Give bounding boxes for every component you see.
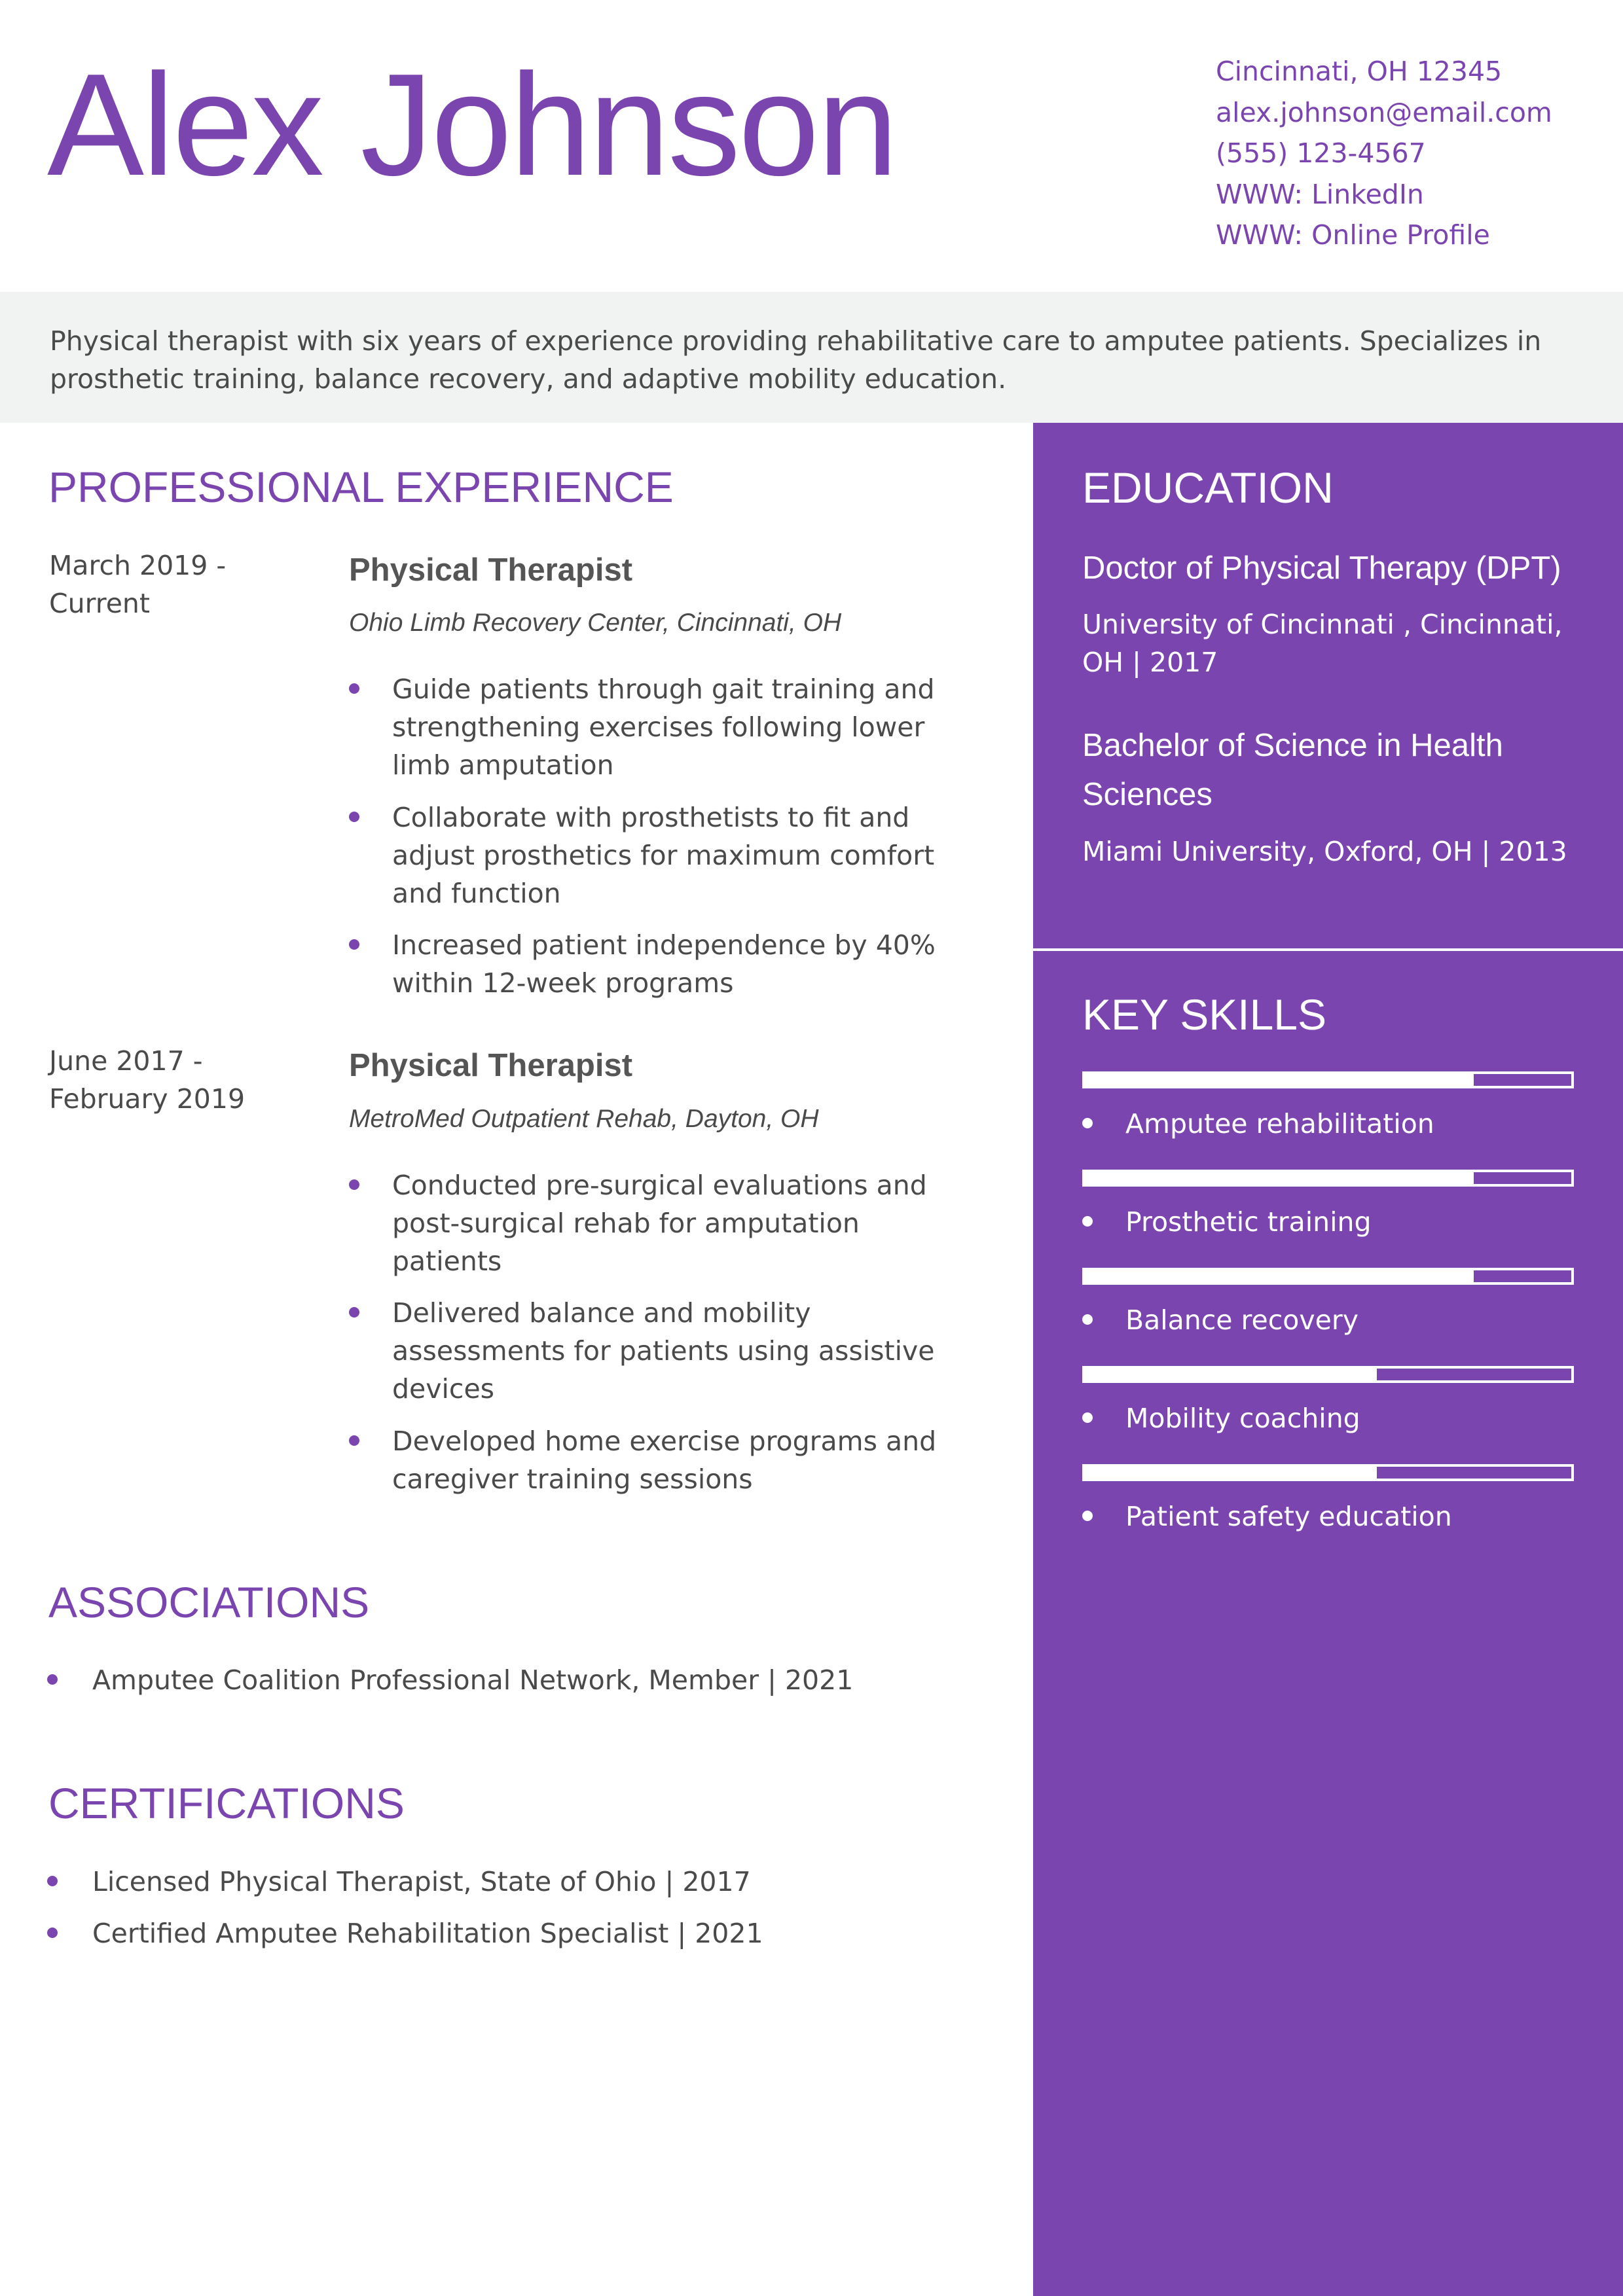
skill-bullet-dot (1082, 1118, 1093, 1128)
skill-level-fill (1085, 1369, 1377, 1380)
certification-text: Certified Amputee Rehabilitation Specialist | 2021 (92, 1918, 763, 1949)
candidate-name: Alex Johnson (47, 44, 896, 206)
bullet-text: Collaborate with prosthetists to fit and adjust prosthetics for maximum comfort and function (392, 802, 935, 909)
bullet-text: Guide patients through gait training and strengthening exercises following lower limb amputation (392, 673, 935, 781)
education-degree: Doctor of Physical Therapy (DPT) (1082, 550, 1561, 586)
contact-phone[interactable]: (555) 123-4567 (1216, 137, 1426, 169)
certification-item (47, 1914, 990, 1952)
association-text: Amputee Coalition Professional Network, Member | 2021 (92, 1664, 854, 1696)
education-degree: Bachelor of Science in Health Sciences (1082, 728, 1503, 812)
skill-label: Mobility coaching (1125, 1403, 1360, 1434)
job-dates: March 2019 - Current (49, 550, 227, 619)
job-bullet (349, 1422, 971, 1498)
certifications-heading: CERTIFICATIONS (48, 1779, 405, 1827)
skill-bullet-dot (1082, 1314, 1093, 1325)
skill-level-fill (1085, 1074, 1474, 1086)
job-company: Ohio Limb Recovery Center, Cincinnati, OH (349, 609, 842, 637)
education-school: University of Cincinnati , Cincinnati, OH | 2017 (1082, 609, 1563, 678)
skill-level-bar (1082, 1366, 1574, 1383)
bullet-dot (47, 1928, 58, 1938)
skill-bullet-dot (1082, 1216, 1093, 1227)
sidebar (1033, 423, 1623, 2296)
skill-level-fill (1085, 1270, 1474, 1282)
job-title: Physical Therapist (349, 1048, 633, 1083)
contact-address: Cincinnati, OH 12345 (1216, 56, 1503, 87)
skill-label: Patient safety education (1125, 1501, 1452, 1532)
skill-bullet-dot (1082, 1412, 1093, 1423)
skill-level-bar (1082, 1170, 1574, 1187)
bullet-dot (349, 1179, 359, 1190)
contact-email[interactable]: alex.johnson@email.com (1216, 96, 1552, 128)
skills-heading: KEY SKILLS (1082, 990, 1327, 1039)
skill-level-bar (1082, 1464, 1574, 1481)
bullet-dot (349, 1307, 359, 1318)
bullet-dot (349, 1435, 359, 1446)
bullet-text: Developed home exercise programs and caregiver training sessions (392, 1426, 937, 1495)
skill-level-bar (1082, 1071, 1574, 1088)
bullet-dot (47, 1674, 58, 1685)
associations-heading: ASSOCIATIONS (48, 1578, 370, 1626)
job-company: MetroMed Outpatient Rehab, Dayton, OH (349, 1105, 819, 1133)
skill-bullet-dot (1082, 1511, 1093, 1521)
contact-linkedin[interactable]: WWW: LinkedIn (1216, 178, 1424, 210)
summary-text: Physical therapist with six years of experience providing rehabilitative care to amputee patients. Specializes in prosthetic training, balance recovery, and adaptive mobility education. (50, 325, 1542, 395)
certification-text: Licensed Physical Therapist, State of Ohio | 2017 (92, 1866, 751, 1897)
summary-section (0, 292, 1623, 423)
skill-label: Amputee rehabilitation (1125, 1108, 1434, 1139)
job-dates: June 2017 - February 2019 (49, 1045, 246, 1115)
job-title: Physical Therapist (349, 552, 633, 588)
resume-header (0, 0, 1623, 292)
bullet-dot (47, 1876, 58, 1886)
job-bullet (349, 926, 971, 1002)
bullet-text: Delivered balance and mobility assessments for patients using assistive devices (392, 1297, 935, 1405)
bullet-text: Increased patient independence by 40% within 12-week programs (392, 929, 936, 999)
job-bullet (349, 798, 971, 912)
bullet-dot (349, 812, 359, 822)
bullet-dot (349, 683, 359, 694)
contact-block (1216, 51, 1552, 256)
sidebar-divider (1033, 948, 1623, 951)
skill-level-fill (1085, 1172, 1474, 1184)
contact-online-profile[interactable]: WWW: Online Profile (1216, 219, 1490, 251)
association-item (47, 1661, 990, 1699)
job-bullet (349, 1294, 971, 1408)
skill-level-fill (1085, 1467, 1377, 1479)
education-heading: EDUCATION (1082, 463, 1334, 512)
job-bullet (349, 670, 971, 784)
skill-label: Prosthetic training (1125, 1206, 1372, 1238)
bullet-text: Conducted pre-surgical evaluations and post-surgical rehab for amputation patients (392, 1170, 927, 1277)
skill-label: Balance recovery (1125, 1304, 1359, 1336)
skill-level-bar (1082, 1268, 1574, 1285)
certification-item (47, 1863, 990, 1901)
experience-heading: PROFESSIONAL EXPERIENCE (48, 463, 674, 511)
job-bullet (349, 1166, 971, 1280)
bullet-dot (349, 939, 359, 950)
education-school: Miami University, Oxford, OH | 2013 (1082, 836, 1567, 867)
